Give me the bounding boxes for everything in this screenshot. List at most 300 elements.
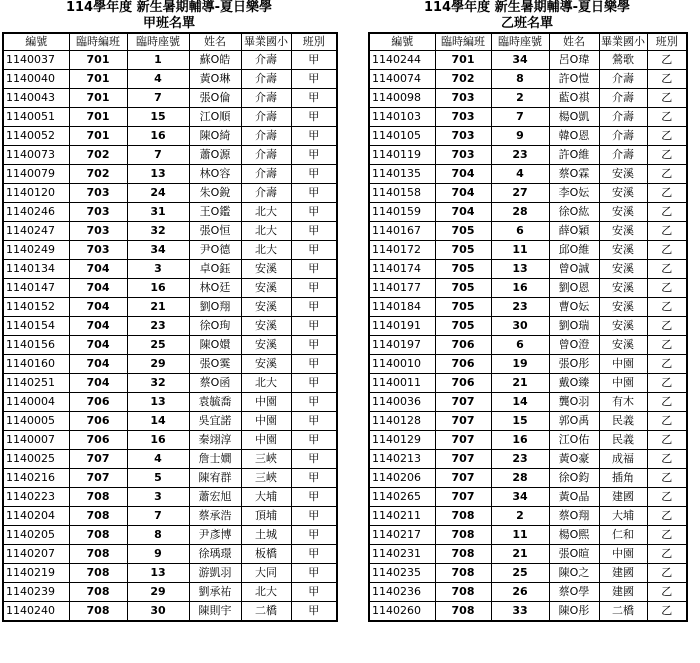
cell-name: 吳宜諾 — [189, 412, 241, 431]
cell-temp-class: 707 — [435, 431, 491, 450]
cell-temp-seat: 15 — [127, 108, 189, 127]
cell-school: 介壽 — [241, 165, 291, 184]
table-row — [369, 51, 687, 70]
cell-id: 1140240 — [3, 602, 69, 622]
cell-temp-seat: 16 — [491, 431, 549, 450]
cell-id: 1140216 — [3, 469, 69, 488]
cell-name: 許O愷 — [549, 70, 599, 89]
header-group: 班別 — [647, 33, 687, 51]
header-temp-seat: 臨時座號 — [491, 33, 549, 51]
cell-temp-class: 703 — [69, 222, 127, 241]
cell-temp-seat: 23 — [491, 298, 549, 317]
cell-temp-seat: 6 — [491, 222, 549, 241]
class-a-subtitle: 甲班名單 — [142, 16, 195, 31]
cell-temp-seat: 28 — [491, 203, 549, 222]
cell-id: 1140051 — [3, 108, 69, 127]
cell-name: 詹士嫺 — [189, 450, 241, 469]
cell-group: 甲 — [291, 507, 337, 526]
cell-temp-seat: 34 — [127, 241, 189, 260]
cell-group: 乙 — [647, 602, 687, 622]
cell-temp-class: 706 — [69, 431, 127, 450]
cell-group: 甲 — [291, 89, 337, 108]
cell-name: 徐瑀璟 — [189, 545, 241, 564]
cell-temp-seat: 4 — [491, 165, 549, 184]
cell-id: 1140167 — [369, 222, 435, 241]
cell-id: 1140152 — [3, 298, 69, 317]
table-row — [369, 450, 687, 469]
cell-temp-class: 701 — [69, 127, 127, 146]
table-row — [3, 279, 337, 298]
cell-temp-seat: 3 — [127, 260, 189, 279]
cell-group: 甲 — [291, 450, 337, 469]
cell-temp-class: 708 — [435, 526, 491, 545]
cell-name: 蔡O函 — [189, 374, 241, 393]
cell-temp-seat: 30 — [491, 317, 549, 336]
cell-name: 楊O凱 — [549, 108, 599, 127]
cell-temp-class: 704 — [69, 374, 127, 393]
cell-school: 大同 — [241, 564, 291, 583]
table-row — [3, 374, 337, 393]
cell-temp-seat: 25 — [491, 564, 549, 583]
cell-temp-class: 701 — [69, 51, 127, 70]
cell-temp-class: 703 — [435, 127, 491, 146]
cell-group: 乙 — [647, 89, 687, 108]
cell-group: 乙 — [647, 260, 687, 279]
cell-school: 介壽 — [241, 89, 291, 108]
cell-school: 仁和 — [599, 526, 647, 545]
cell-temp-class: 703 — [435, 89, 491, 108]
cell-group: 甲 — [291, 241, 337, 260]
cell-id: 1140156 — [3, 336, 69, 355]
table-row — [3, 184, 337, 203]
cell-temp-class: 708 — [69, 545, 127, 564]
cell-name: 徐O紘 — [549, 203, 599, 222]
header-group: 班別 — [291, 33, 337, 51]
cell-name: 卓O鈺 — [189, 260, 241, 279]
table-row — [3, 336, 337, 355]
cell-school: 中園 — [599, 545, 647, 564]
table-row — [369, 70, 687, 89]
cell-group: 乙 — [647, 127, 687, 146]
cell-group: 乙 — [647, 51, 687, 70]
table-row — [369, 184, 687, 203]
cell-group: 甲 — [291, 469, 337, 488]
cell-name: 薛O穎 — [549, 222, 599, 241]
header-temp-seat: 臨時座號 — [127, 33, 189, 51]
cell-name: 張O霙 — [189, 355, 241, 374]
table-row — [369, 222, 687, 241]
cell-name: 陳則宇 — [189, 602, 241, 622]
cell-id: 1140174 — [369, 260, 435, 279]
cell-temp-seat: 9 — [127, 545, 189, 564]
cell-temp-class: 704 — [69, 298, 127, 317]
cell-school: 介壽 — [241, 127, 291, 146]
cell-school: 中園 — [241, 412, 291, 431]
cell-temp-class: 701 — [69, 89, 127, 108]
cell-temp-class: 703 — [69, 203, 127, 222]
class-b-panel — [368, 0, 686, 622]
cell-temp-class: 707 — [435, 469, 491, 488]
cell-id: 1140205 — [3, 526, 69, 545]
cell-school: 建國 — [599, 583, 647, 602]
cell-temp-class: 706 — [435, 374, 491, 393]
header-name: 姓名 — [549, 33, 599, 51]
cell-name: 劉O瑞 — [549, 317, 599, 336]
cell-temp-seat: 7 — [127, 146, 189, 165]
cell-group: 乙 — [647, 469, 687, 488]
cell-temp-class: 703 — [435, 108, 491, 127]
table-row — [369, 469, 687, 488]
cell-name: 蘇O皓 — [189, 51, 241, 70]
header-id: 編號 — [3, 33, 69, 51]
cell-name: 黃O晶 — [549, 488, 599, 507]
cell-name: 韓O恩 — [549, 127, 599, 146]
cell-group: 甲 — [291, 70, 337, 89]
cell-name: 游凱羽 — [189, 564, 241, 583]
cell-school: 北大 — [241, 241, 291, 260]
cell-temp-seat: 25 — [127, 336, 189, 355]
cell-temp-class: 705 — [435, 279, 491, 298]
cell-school: 大埔 — [241, 488, 291, 507]
cell-temp-seat: 2 — [491, 507, 549, 526]
cell-name: 徐O鈞 — [549, 469, 599, 488]
cell-temp-class: 703 — [435, 146, 491, 165]
cell-group: 甲 — [291, 545, 337, 564]
table-row — [369, 203, 687, 222]
cell-group: 乙 — [647, 298, 687, 317]
cell-temp-class: 708 — [69, 526, 127, 545]
cell-name: 陳O之 — [549, 564, 599, 583]
cell-temp-seat: 5 — [127, 469, 189, 488]
cell-group: 乙 — [647, 583, 687, 602]
table-row — [369, 488, 687, 507]
cell-id: 1140011 — [369, 374, 435, 393]
cell-school: 安溪 — [241, 279, 291, 298]
table-row — [3, 70, 337, 89]
cell-temp-class: 701 — [435, 51, 491, 70]
cell-school: 介壽 — [599, 89, 647, 108]
cell-temp-seat: 16 — [127, 279, 189, 298]
table-row — [369, 298, 687, 317]
cell-id: 1140134 — [3, 260, 69, 279]
cell-temp-class: 704 — [435, 184, 491, 203]
cell-id: 1140235 — [369, 564, 435, 583]
cell-id: 1140236 — [369, 583, 435, 602]
cell-temp-seat: 13 — [127, 393, 189, 412]
cell-school: 安溪 — [599, 298, 647, 317]
cell-id: 1140119 — [369, 146, 435, 165]
cell-temp-seat: 26 — [491, 583, 549, 602]
cell-name: 龔O羽 — [549, 393, 599, 412]
cell-id: 1140036 — [369, 393, 435, 412]
table-row — [3, 222, 337, 241]
cell-id: 1140265 — [369, 488, 435, 507]
cell-group: 乙 — [647, 279, 687, 298]
cell-group: 乙 — [647, 108, 687, 127]
cell-school: 安溪 — [241, 355, 291, 374]
cell-school: 安溪 — [599, 203, 647, 222]
cell-temp-seat: 28 — [491, 469, 549, 488]
cell-group: 甲 — [291, 374, 337, 393]
cell-group: 乙 — [647, 222, 687, 241]
cell-temp-class: 708 — [435, 545, 491, 564]
cell-group: 甲 — [291, 412, 337, 431]
cell-group: 甲 — [291, 51, 337, 70]
cell-school: 中園 — [241, 393, 291, 412]
cell-temp-seat: 13 — [127, 165, 189, 184]
header-temp-class: 臨時編班 — [435, 33, 491, 51]
cell-group: 甲 — [291, 355, 337, 374]
cell-id: 1140207 — [3, 545, 69, 564]
cell-name: 陳宥群 — [189, 469, 241, 488]
table-row — [3, 564, 337, 583]
table-row — [369, 279, 687, 298]
cell-id: 1140191 — [369, 317, 435, 336]
cell-name: 蔡O學 — [549, 583, 599, 602]
cell-name: 黃O琳 — [189, 70, 241, 89]
cell-name: 江O佑 — [549, 431, 599, 450]
cell-id: 1140103 — [369, 108, 435, 127]
cell-school: 介壽 — [599, 146, 647, 165]
cell-name: 蔡O霖 — [549, 165, 599, 184]
table-row — [3, 165, 337, 184]
cell-id: 1140010 — [369, 355, 435, 374]
cell-temp-seat: 33 — [491, 602, 549, 622]
cell-name: 朱O銳 — [189, 184, 241, 203]
cell-temp-seat: 16 — [491, 279, 549, 298]
cell-name: 蕭O源 — [189, 146, 241, 165]
cell-temp-class: 706 — [69, 412, 127, 431]
cell-temp-seat: 34 — [491, 488, 549, 507]
table-row — [3, 108, 337, 127]
cell-group: 乙 — [647, 393, 687, 412]
cell-temp-seat: 4 — [127, 70, 189, 89]
cell-school: 插角 — [599, 469, 647, 488]
cell-temp-seat: 7 — [127, 507, 189, 526]
cell-school: 中園 — [599, 374, 647, 393]
cell-school: 介壽 — [241, 70, 291, 89]
cell-id: 1140040 — [3, 70, 69, 89]
cell-name: 陳O綺 — [189, 127, 241, 146]
cell-temp-class: 702 — [69, 146, 127, 165]
cell-group: 甲 — [291, 602, 337, 622]
cell-name: 劉承祐 — [189, 583, 241, 602]
cell-id: 1140129 — [369, 431, 435, 450]
cell-school: 北大 — [241, 203, 291, 222]
cell-school: 安溪 — [599, 317, 647, 336]
cell-school: 中園 — [241, 431, 291, 450]
cell-temp-class: 702 — [435, 70, 491, 89]
cell-temp-seat: 32 — [127, 374, 189, 393]
table-row — [3, 317, 337, 336]
cell-school: 民義 — [599, 412, 647, 431]
table-row — [3, 260, 337, 279]
cell-group: 甲 — [291, 108, 337, 127]
cell-school: 三峽 — [241, 469, 291, 488]
cell-temp-class: 704 — [435, 203, 491, 222]
cell-id: 1140105 — [369, 127, 435, 146]
cell-temp-seat: 21 — [127, 298, 189, 317]
cell-name: 呂O瑋 — [549, 51, 599, 70]
cell-temp-class: 706 — [69, 393, 127, 412]
cell-name: 尹O德 — [189, 241, 241, 260]
cell-temp-class: 707 — [69, 450, 127, 469]
cell-group: 甲 — [291, 431, 337, 450]
cell-temp-seat: 15 — [491, 412, 549, 431]
cell-school: 安溪 — [241, 336, 291, 355]
cell-group: 甲 — [291, 260, 337, 279]
cell-group: 乙 — [647, 507, 687, 526]
table-row — [369, 583, 687, 602]
table-row — [369, 602, 687, 622]
cell-id: 1140160 — [3, 355, 69, 374]
cell-name: 張O彤 — [549, 355, 599, 374]
cell-name: 藍O祺 — [549, 89, 599, 108]
cell-group: 甲 — [291, 203, 337, 222]
cell-name: 陳O彤 — [549, 602, 599, 622]
cell-temp-seat: 16 — [127, 127, 189, 146]
cell-id: 1140197 — [369, 336, 435, 355]
cell-temp-seat: 7 — [491, 108, 549, 127]
cell-name: 袁毓喬 — [189, 393, 241, 412]
table-row — [3, 526, 337, 545]
cell-name: 曾O澄 — [549, 336, 599, 355]
cell-name: 陳O嬛 — [189, 336, 241, 355]
cell-school: 介壽 — [599, 108, 647, 127]
cell-name: 戴O臻 — [549, 374, 599, 393]
cell-group: 乙 — [647, 355, 687, 374]
cell-school: 安溪 — [599, 222, 647, 241]
cell-temp-seat: 27 — [491, 184, 549, 203]
table-row — [369, 260, 687, 279]
cell-id: 1140098 — [369, 89, 435, 108]
cell-temp-class: 707 — [435, 450, 491, 469]
cell-temp-seat: 3 — [127, 488, 189, 507]
cell-id: 1140217 — [369, 526, 435, 545]
cell-temp-class: 705 — [435, 298, 491, 317]
cell-id: 1140135 — [369, 165, 435, 184]
cell-temp-seat: 8 — [491, 70, 549, 89]
cell-group: 乙 — [647, 203, 687, 222]
cell-temp-class: 708 — [69, 583, 127, 602]
cell-temp-class: 705 — [435, 260, 491, 279]
cell-school: 中園 — [599, 355, 647, 374]
cell-school: 建國 — [599, 488, 647, 507]
cell-temp-seat: 4 — [127, 450, 189, 469]
cell-group: 甲 — [291, 564, 337, 583]
cell-school: 介壽 — [241, 146, 291, 165]
cell-temp-class: 702 — [69, 165, 127, 184]
table-row — [369, 89, 687, 108]
cell-id: 1140251 — [3, 374, 69, 393]
cell-school: 安溪 — [599, 241, 647, 260]
table-row — [3, 469, 337, 488]
class-a-panel — [2, 0, 336, 622]
table-row — [3, 298, 337, 317]
cell-id: 1140184 — [369, 298, 435, 317]
cell-temp-class: 705 — [435, 222, 491, 241]
cell-group: 乙 — [647, 336, 687, 355]
cell-temp-seat: 29 — [127, 583, 189, 602]
cell-name: 蔡承浩 — [189, 507, 241, 526]
cell-group: 甲 — [291, 146, 337, 165]
cell-name: 張O暄 — [549, 545, 599, 564]
table-row — [369, 431, 687, 450]
table-row — [3, 507, 337, 526]
cell-temp-seat: 21 — [491, 374, 549, 393]
cell-group: 乙 — [647, 165, 687, 184]
cell-temp-class: 704 — [435, 165, 491, 184]
cell-school: 北大 — [241, 222, 291, 241]
cell-id: 1140172 — [369, 241, 435, 260]
table-row — [369, 564, 687, 583]
cell-name: 林O廷 — [189, 279, 241, 298]
cell-id: 1140247 — [3, 222, 69, 241]
cell-school: 三峽 — [241, 450, 291, 469]
cell-temp-class: 701 — [69, 70, 127, 89]
header-school: 畢業國小 — [241, 33, 291, 51]
cell-school: 土城 — [241, 526, 291, 545]
table-row — [369, 507, 687, 526]
cell-school: 介壽 — [241, 184, 291, 203]
cell-name: 曹O妘 — [549, 298, 599, 317]
cell-temp-class: 705 — [435, 317, 491, 336]
cell-group: 甲 — [291, 127, 337, 146]
cell-id: 1140206 — [369, 469, 435, 488]
table-row — [3, 488, 337, 507]
cell-temp-seat: 32 — [127, 222, 189, 241]
table-header-row — [369, 33, 687, 51]
table-row — [3, 431, 337, 450]
cell-id: 1140239 — [3, 583, 69, 602]
table-row — [3, 602, 337, 622]
cell-school: 安溪 — [599, 165, 647, 184]
table-row — [3, 450, 337, 469]
cell-id: 1140249 — [3, 241, 69, 260]
cell-group: 甲 — [291, 336, 337, 355]
cell-temp-seat: 29 — [127, 355, 189, 374]
cell-school: 有木 — [599, 393, 647, 412]
table-row — [369, 317, 687, 336]
table-row — [3, 127, 337, 146]
cell-school: 成福 — [599, 450, 647, 469]
cell-group: 乙 — [647, 374, 687, 393]
cell-temp-seat: 19 — [491, 355, 549, 374]
cell-id: 1140246 — [3, 203, 69, 222]
table-row — [369, 374, 687, 393]
cell-temp-seat: 11 — [491, 241, 549, 260]
table-row — [3, 89, 337, 108]
cell-temp-seat: 23 — [491, 146, 549, 165]
header-id: 編號 — [369, 33, 435, 51]
cell-group: 甲 — [291, 488, 337, 507]
cell-temp-class: 705 — [435, 241, 491, 260]
cell-temp-class: 707 — [435, 412, 491, 431]
cell-school: 安溪 — [599, 336, 647, 355]
cell-school: 二橋 — [241, 602, 291, 622]
table-row — [369, 412, 687, 431]
cell-name: 秦翊淳 — [189, 431, 241, 450]
cell-temp-class: 708 — [435, 564, 491, 583]
cell-temp-seat: 6 — [491, 336, 549, 355]
cell-name: 李O妘 — [549, 184, 599, 203]
table-row — [3, 412, 337, 431]
cell-temp-class: 701 — [69, 108, 127, 127]
cell-temp-class: 708 — [69, 488, 127, 507]
table-row — [3, 146, 337, 165]
cell-school: 北大 — [241, 583, 291, 602]
cell-group: 甲 — [291, 165, 337, 184]
